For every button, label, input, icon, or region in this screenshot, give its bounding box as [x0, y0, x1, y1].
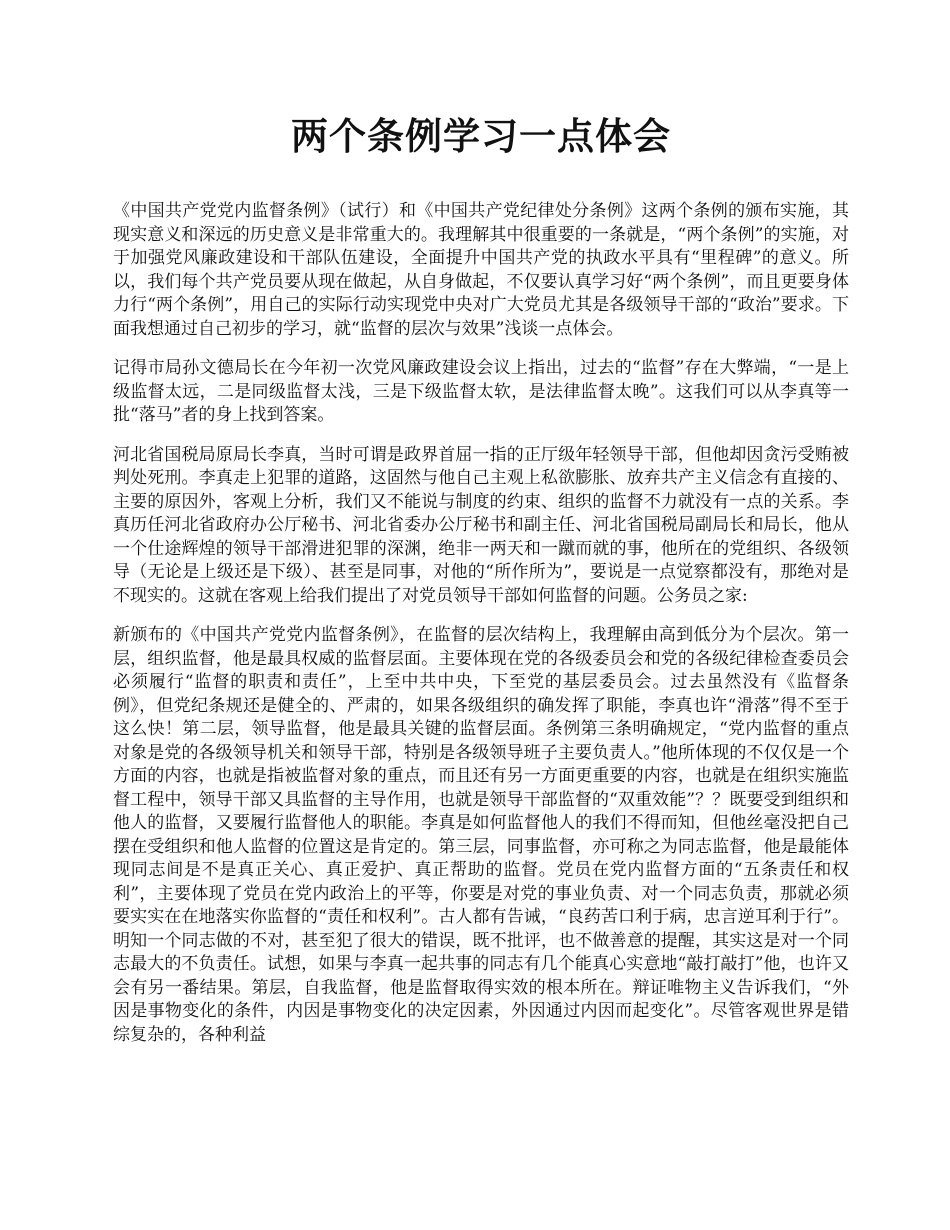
document-page — [113, 108, 849, 1063]
paragraph-supervision-flaws: 记得市局孙文德局长在今年初一次党风廉政建设会议上指出，过去的“监督”存在大弊端，“一是上级监督太远，二是同级监督太浅，三是下级监督太软，是法律监督太晚”。这我们可以从李真等一批“落马”者的身上找到答案。 — [113, 358, 849, 425]
paragraph-li-zhen-case: 河北省国税局原局长李真，当时可谓是政界首屈一指的正厅级年轻领导干部，但他却因贪污受贿被判处死刑。李真走上犯罪的道路，这固然与他自己主观上私欲膨胀、放弃共产主义信念有直接的、主要的原因外，客观上分析，我们又不能说与制度的约束、组织的监督不力就没有一点的关系。李真历任河北省政府办公厅秘书、河北省委办公厅秘书和副主任、河北省国税局副局长和局长，他从一个仕途辉煌的领导干部滑进犯罪的深渊，绝非一两天和一蹴而就的事，他所在的党组织、各级领导（无论是上级还是下级）、甚至是同事，对他的“所作所为”，要说是一点觉察都没有，那绝对是不现实的。这就在客观上给我们提出了对党员领导干部如何监督的问题。公务员之家: — [113, 444, 849, 606]
paragraph-supervision-levels: 新颁布的《中国共产党党内监督条例》，在监督的层次结构上，我理解由高到低分为个层次。第一层，组织监督，他是最具权威的监督层面。主要体现在党的各级委员会和党的各级纪律检查委员会必须履行“监督的职责和责任”，上至中共中央，下至党的基层委员会。过去虽然没有《监督条例》，但党纪条规还是健全的、严肃的，如果各级组织的确发挥了职能，李真也许“滑落”得不至于这么快！第二层，领导监督，他是最具关键的监督层面。条例第三条明确规定，“党内监督的重点对象是党的各级领导机关和领导干部，特别是各级领导班子主要负责人。”他所体现的不仅仅是一个方面的内容，也就是指被监督对象的重点，而且还有另一方面更重要的内容，也就是在组织实施监督工程中，领导干部又具监督的主导作用，也就是领导干部监督的“双重效能”？？既要受到组织和他人的监督，又要履行监督他人的职能。李真是如何监督他人的我们不得而知，但他丝毫没把自己摆在受组织和他人监督的位置这是肯定的。第三层，同事监督，亦可称之为同志监督，他是最能体现同志间是不是真正关心、真正爱护、真正帮助的监督。党员在党内监督方面的“五条责任和权利”，主要体现了党员在党内政治上的平等，你要是对党的事业负责、对一个同志负责，那就必须要实实在在地落实你监督的“责任和权利”。古人都有告诫，“良药苦口利于病，忠言逆耳利于行”。明知一个同志做的不对，甚至犯了很大的错误，既不批评，也不做善意的提醒，其实这是对一个同志最大的不负责任。试想，如果与李真一起共事的同志有几个能真心实意地“敲打敲打”他，也许又会有另一番结果。第层，自我监督，他是监督取得实效的根本所在。辩证唯物主义告诉我们，“外因是事物变化的条件，内因是事物变化的决定因素，外因通过内因而起变化”。尽管客观世界是错综复杂的，各种利益 — [113, 625, 849, 1045]
paragraph-intro: 《中国共产党党内监督条例》（试行）和《中国共产党纪律处分条例》这两个条例的颁布实施，其现实意义和深远的历史意义是非常重大的。我理解其中很重要的一条就是，“两个条例”的实施，对于加强党风廉政建设和干部队伍建设，全面提升中国共产党的执政水平具有“里程碑”的意义。所以，我们每个共产党员要从现在做起，从自身做起，不仅要认真学习好“两个条例”，而且更要身体力行“两个条例”，用自己的实际行动实现党中央对广大党员尤其是各级领导干部的“政治”要求。下面我想通过自己初步的学习，就“监督的层次与效果”浅谈一点体会。 — [113, 201, 849, 339]
document-title: 两个条例学习一点体会 — [291, 114, 671, 158]
